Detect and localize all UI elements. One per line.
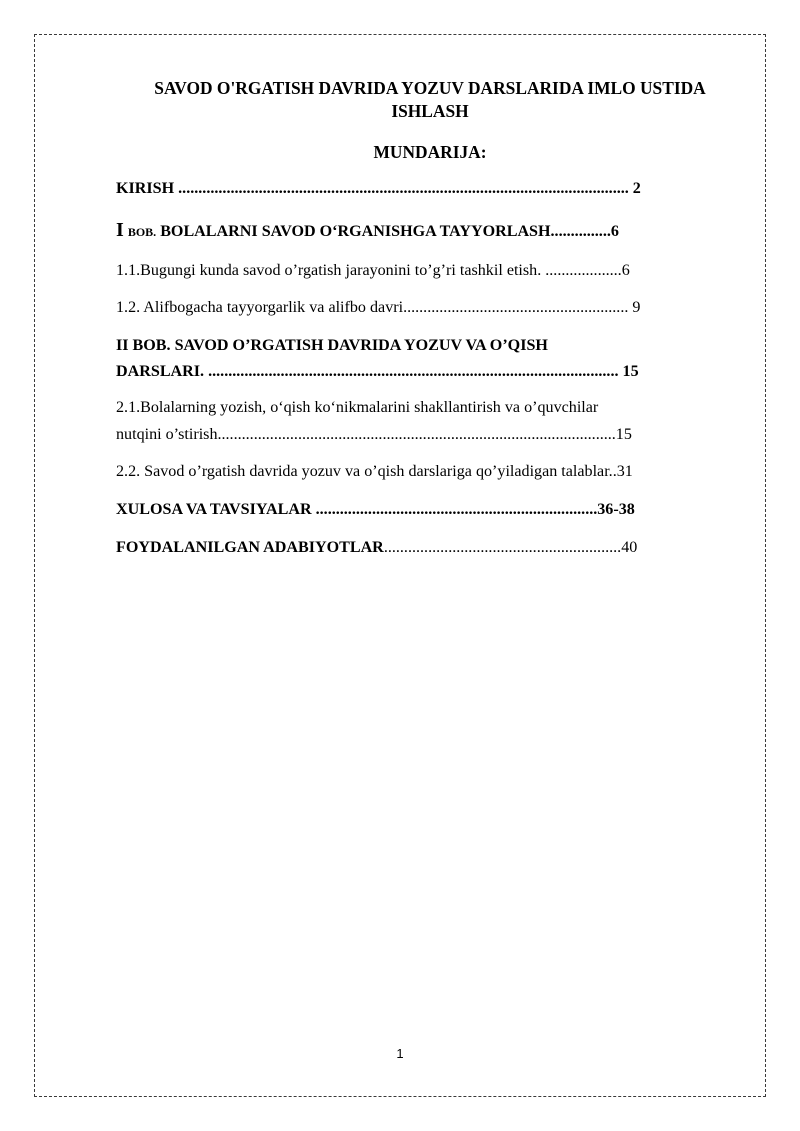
- toc-entry-1-1: 1.1.Bugungi kunda savod o’rgatish jarayonini to’g’ri tashkil etish. ...................6: [116, 262, 630, 279]
- page-number: 1: [396, 1046, 404, 1061]
- toc-entry-2-2: 2.2. Savod o’rgatish davrida yozuv va o’qish darslariga qo’yiladigan talablar..31: [116, 463, 633, 480]
- chapter-1-bob-label: BOB.: [127, 225, 157, 239]
- chapter-1-title: BOLALARNI SAVOD O‘RGANISHGA TAYYORLASH...............6: [156, 223, 619, 240]
- toc-entry-adabiyotlar: [116, 537, 637, 559]
- toc-entry-2-1-line-1: 2.1.Bolalarning yozish, o‘qish ko‘nikmalarini shakllantirish va o’quvchilar: [116, 399, 599, 416]
- adabiyotlar-label: FOYDALANILGAN ADABIYOTLAR: [116, 539, 384, 556]
- toc-entry-chapter-2-line-1: II BOB. SAVOD O’RGATISH DAVRIDA YOZUV VA O’QISH: [116, 337, 548, 354]
- document-title: [116, 77, 744, 123]
- toc-entry-1-2: 1.2. Alifbogacha tayyorgarlik va alifbo davri........................................................ 9: [116, 299, 641, 316]
- toc-entry-xulosa: XULOSA VA TAVSIYALAR ......................................................................36-38: [116, 501, 635, 518]
- toc-entry-chapter-1: [116, 219, 619, 243]
- chapter-1-numeral: I: [116, 219, 124, 241]
- document-title-line-1: SAVOD O'RGATISH DAVRIDA YOZUV DARSLARIDA IMLO USTIDA: [154, 78, 706, 98]
- toc-entry-2-1-line-2: nutqini o’stirish...................................................................................................15: [116, 426, 632, 443]
- toc-heading: MUNDARIJA:: [373, 142, 487, 162]
- adabiyotlar-leader: ...........................................................40: [383, 539, 638, 556]
- toc-entry-kirish: KIRISH ................................................................................................................ 2: [116, 180, 641, 197]
- document-title-line-2: ISHLASH: [391, 101, 469, 121]
- toc-entry-chapter-2-line-2: DARSLARI. ...................................................................................................... 15: [116, 363, 639, 380]
